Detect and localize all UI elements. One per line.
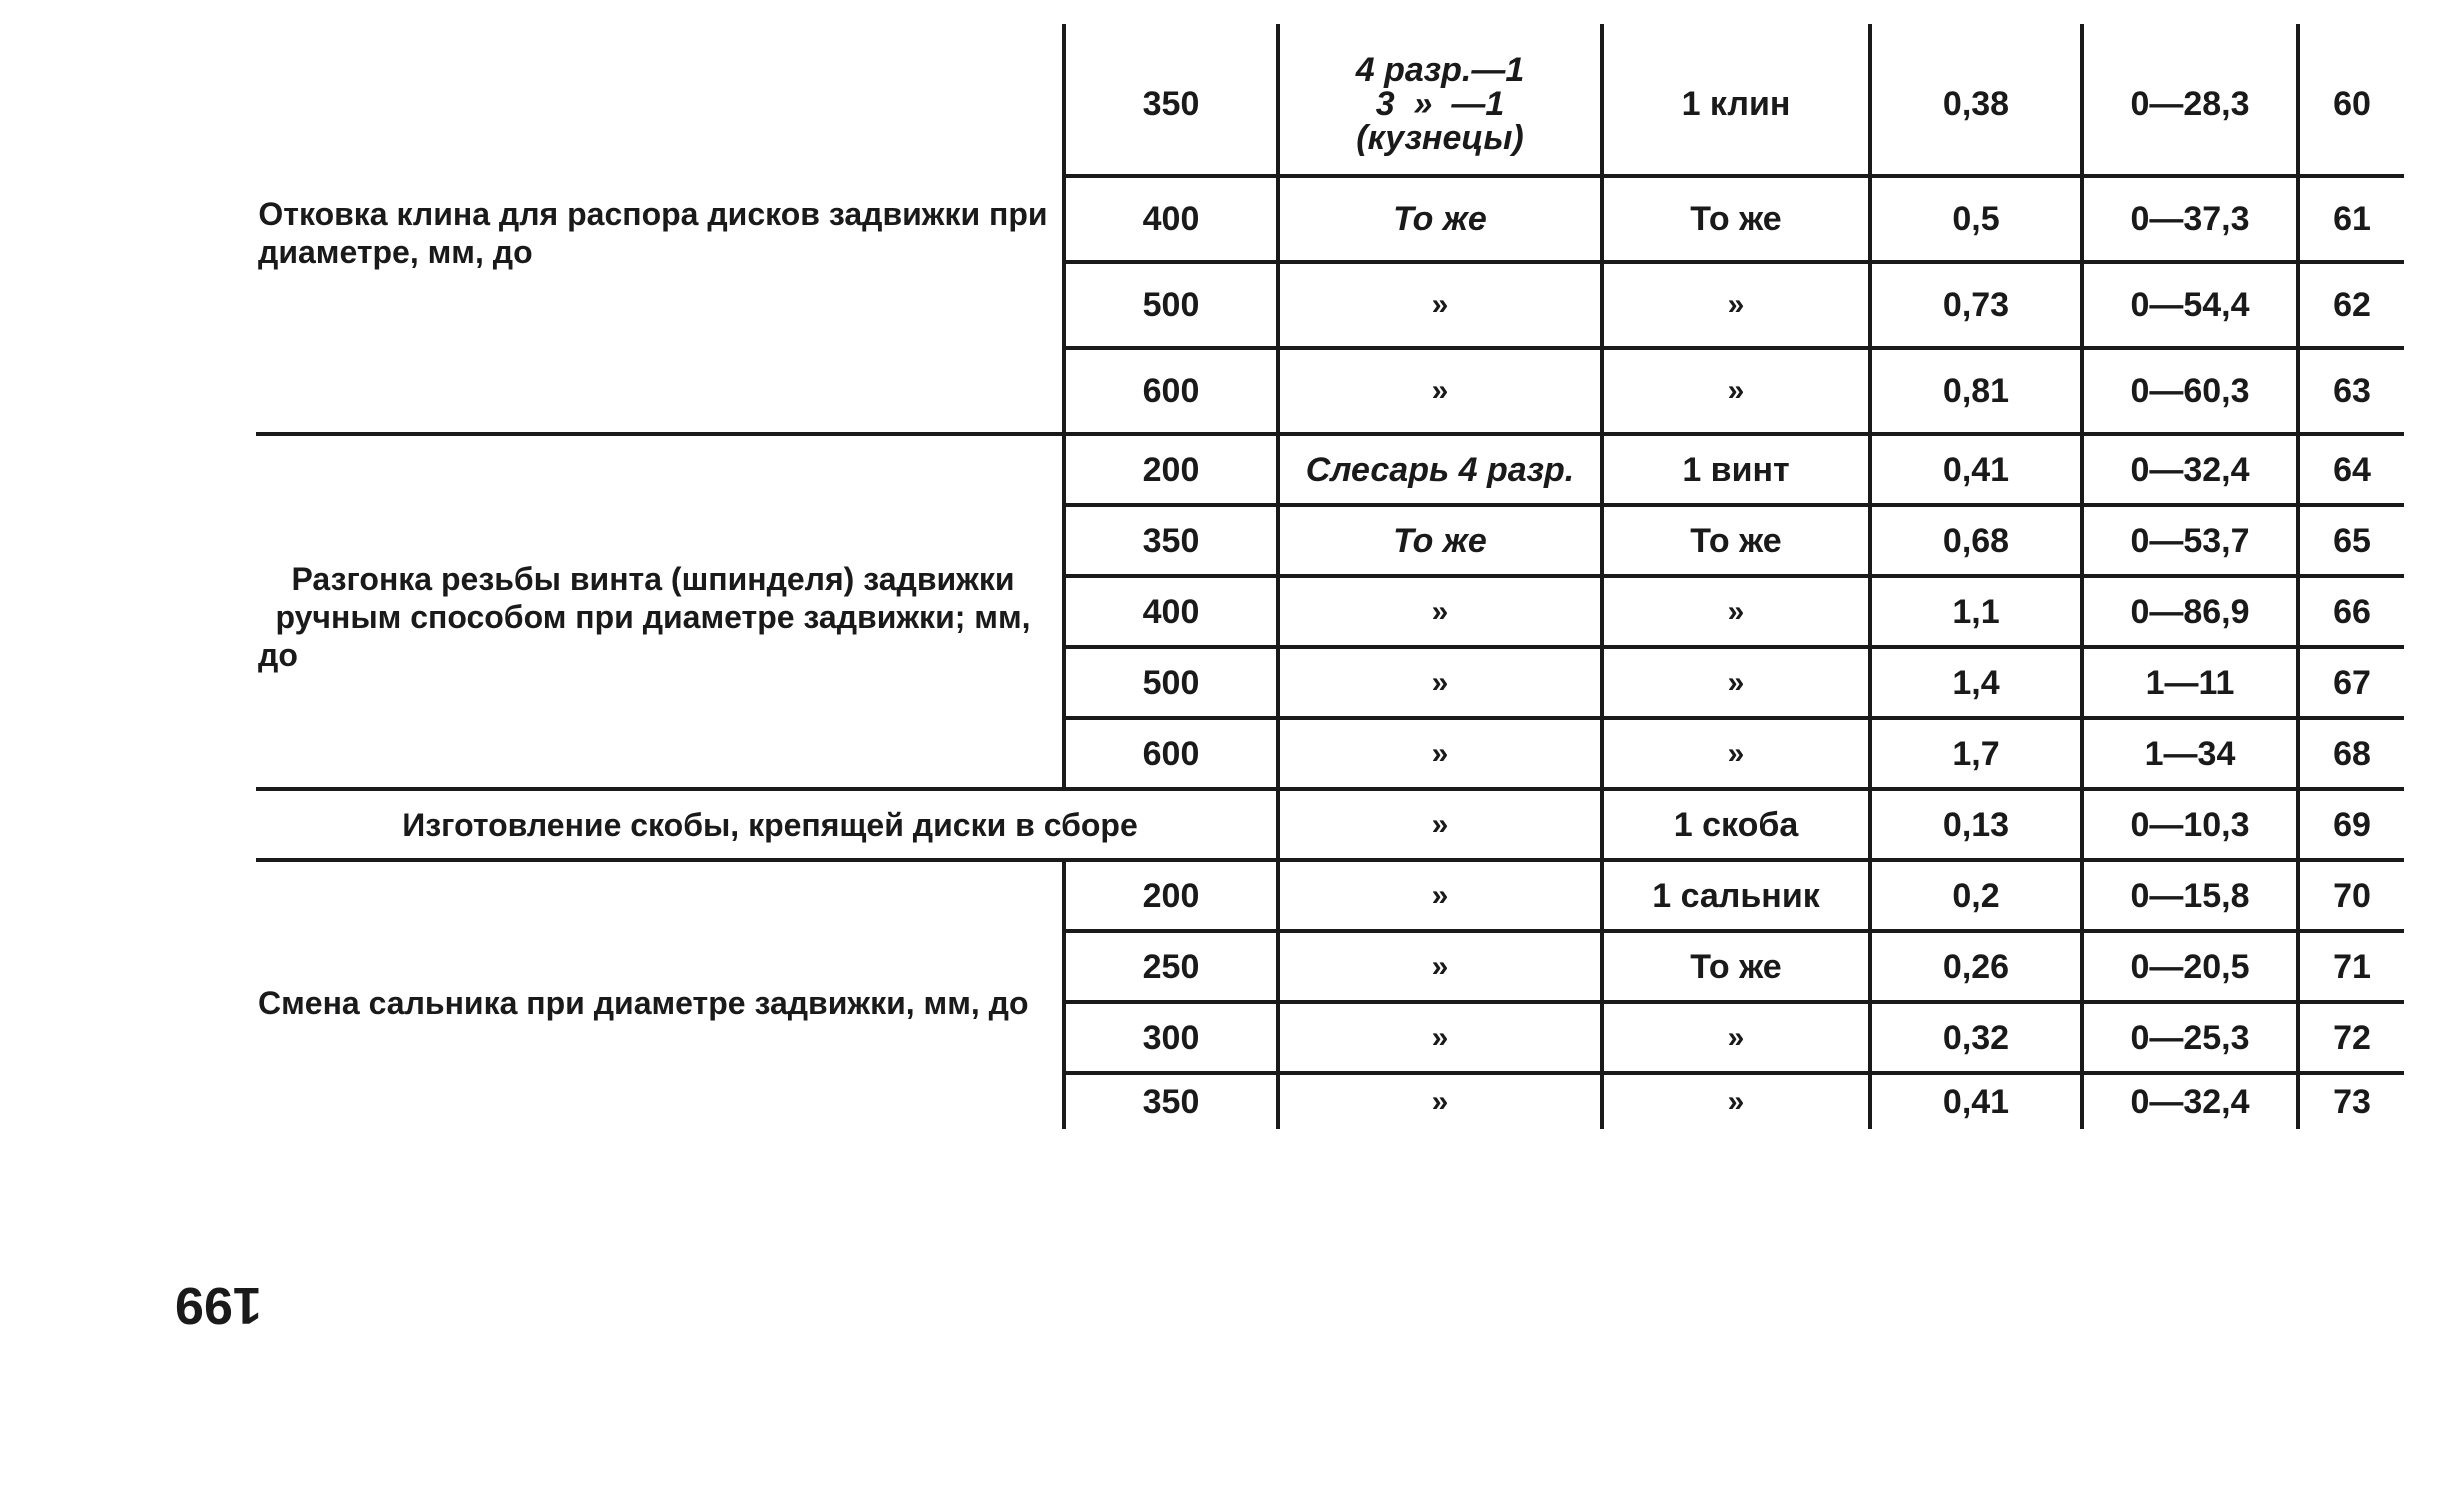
unit-cell: » — [1602, 1073, 1870, 1129]
row-number-cell: 71 — [2298, 931, 2404, 1002]
crew-cell: » — [1278, 718, 1602, 789]
diameter-cell: 400 — [1064, 176, 1278, 262]
time-norm-cell: 0,81 — [1870, 348, 2082, 434]
row-number-cell: 67 — [2298, 647, 2404, 718]
work-description: Изготовление скобы, крепящей диски в сборе — [256, 789, 1278, 860]
crew-cell: » — [1278, 1073, 1602, 1129]
crew-cell: » — [1278, 931, 1602, 1002]
price-cell: 1—34 — [2082, 718, 2298, 789]
diameter-cell: 600 — [1064, 348, 1278, 434]
time-norm-cell: 1,1 — [1870, 576, 2082, 647]
row-number-cell: 61 — [2298, 176, 2404, 262]
price-cell: 0—25,3 — [2082, 1002, 2298, 1073]
crew-cell: » — [1278, 1002, 1602, 1073]
diameter-cell: 600 — [1064, 718, 1278, 789]
table-row — [256, 860, 2404, 931]
time-norm-cell: 1,7 — [1870, 718, 2082, 789]
time-norm-cell: 0,73 — [1870, 262, 2082, 348]
work-description: Разгонка резьбы винта (шпинделя) задвижки ручным способом при диаметре задвижки; мм, до — [256, 434, 1064, 789]
unit-cell: 1 скоба — [1602, 789, 1870, 860]
time-norm-cell: 0,26 — [1870, 931, 2082, 1002]
row-number-cell: 64 — [2298, 434, 2404, 505]
diameter-cell: 500 — [1064, 647, 1278, 718]
diameter-cell: 200 — [1064, 860, 1278, 931]
unit-cell: 1 винт — [1602, 434, 1870, 505]
price-cell: 0—15,8 — [2082, 860, 2298, 931]
diameter-cell: 250 — [1064, 931, 1278, 1002]
crew-cell — [1278, 24, 1602, 176]
price-cell: 0—32,4 — [2082, 434, 2298, 505]
row-number-cell: 66 — [2298, 576, 2404, 647]
diameter-cell: 500 — [1064, 262, 1278, 348]
crew-cell: » — [1278, 576, 1602, 647]
unit-cell: » — [1602, 1002, 1870, 1073]
row-number-cell: 63 — [2298, 348, 2404, 434]
crew-cell: То же — [1278, 176, 1602, 262]
price-cell: 0—60,3 — [2082, 348, 2298, 434]
row-number-cell: 69 — [2298, 789, 2404, 860]
price-cell: 1—11 — [2082, 647, 2298, 718]
price-cell: 0—54,4 — [2082, 262, 2298, 348]
crew-cell: » — [1278, 262, 1602, 348]
row-number-cell: 73 — [2298, 1073, 2404, 1129]
row-number-cell: 60 — [2333, 85, 2371, 123]
price-cell: 0—20,5 — [2082, 931, 2298, 1002]
diameter-cell: 300 — [1064, 1002, 1278, 1073]
diameter-cell: 400 — [1064, 576, 1278, 647]
unit-cell: » — [1602, 647, 1870, 718]
time-norm-cell: 0,2 — [1870, 860, 2082, 931]
page-number: 199 — [175, 1276, 262, 1334]
unit-cell: 1 клин — [1602, 24, 1870, 176]
crew-cell: То же — [1278, 505, 1602, 576]
work-description: Смена сальника при диаметре задвижки, мм, до — [256, 860, 1064, 1129]
crew-line: (кузнецы) — [1356, 119, 1524, 157]
time-norm-cell: 0,41 — [1870, 1073, 2082, 1129]
diameter-cell: 350 — [1064, 24, 1278, 176]
row-number-cell: 62 — [2298, 262, 2404, 348]
row-number-cell: 68 — [2298, 718, 2404, 789]
time-norm-cell: 0,13 — [1870, 789, 2082, 860]
unit-cell: » — [1602, 262, 1870, 348]
time-norm-cell: 0,41 — [1870, 434, 2082, 505]
crew-line: 3 » —1 — [1375, 85, 1505, 123]
row-number-cell: 72 — [2298, 1002, 2404, 1073]
work-description: Отковка клина для распора дисков задвижки при диаметре, мм, до — [256, 24, 1064, 434]
crew-cell: Слесарь 4 разр. — [1278, 434, 1602, 505]
diameter-cell: 350 — [1064, 1073, 1278, 1129]
price-cell: 0—28,3 — [2082, 24, 2298, 176]
unit-cell: То же — [1602, 931, 1870, 1002]
crew-cell: » — [1278, 860, 1602, 931]
crew-cell: » — [1278, 348, 1602, 434]
price-cell: 0—32,4 — [2082, 1073, 2298, 1129]
crew-cell: » — [1278, 789, 1602, 860]
unit-cell: » — [1602, 348, 1870, 434]
unit-cell: То же — [1602, 505, 1870, 576]
price-cell: 0—53,7 — [2082, 505, 2298, 576]
diameter-cell: 350 — [1064, 505, 1278, 576]
table-row — [256, 434, 2404, 505]
time-norm-cell: 0,32 — [1870, 1002, 2082, 1073]
crew-line: 4 разр.—1 — [1355, 51, 1525, 89]
unit-cell: » — [1602, 718, 1870, 789]
time-norm-cell: 0,38 — [1870, 24, 2082, 176]
time-norm-cell: 1,4 — [1870, 647, 2082, 718]
time-norm-cell: 0,68 — [1870, 505, 2082, 576]
norms-table — [256, 24, 2404, 1129]
price-cell: 0—86,9 — [2082, 576, 2298, 647]
unit-cell: » — [1602, 576, 1870, 647]
unit-cell: То же — [1602, 176, 1870, 262]
diameter-cell: 200 — [1064, 434, 1278, 505]
price-cell: 0—10,3 — [2082, 789, 2298, 860]
table-row — [256, 24, 2404, 176]
crew-cell: » — [1278, 647, 1602, 718]
unit-cell: 1 сальник — [1602, 860, 1870, 931]
table-row — [256, 789, 2404, 860]
price-cell: 0—37,3 — [2082, 176, 2298, 262]
time-norm-cell: 0,5 — [1870, 176, 2082, 262]
row-number-cell: 70 — [2298, 860, 2404, 931]
row-number-cell: 65 — [2298, 505, 2404, 576]
